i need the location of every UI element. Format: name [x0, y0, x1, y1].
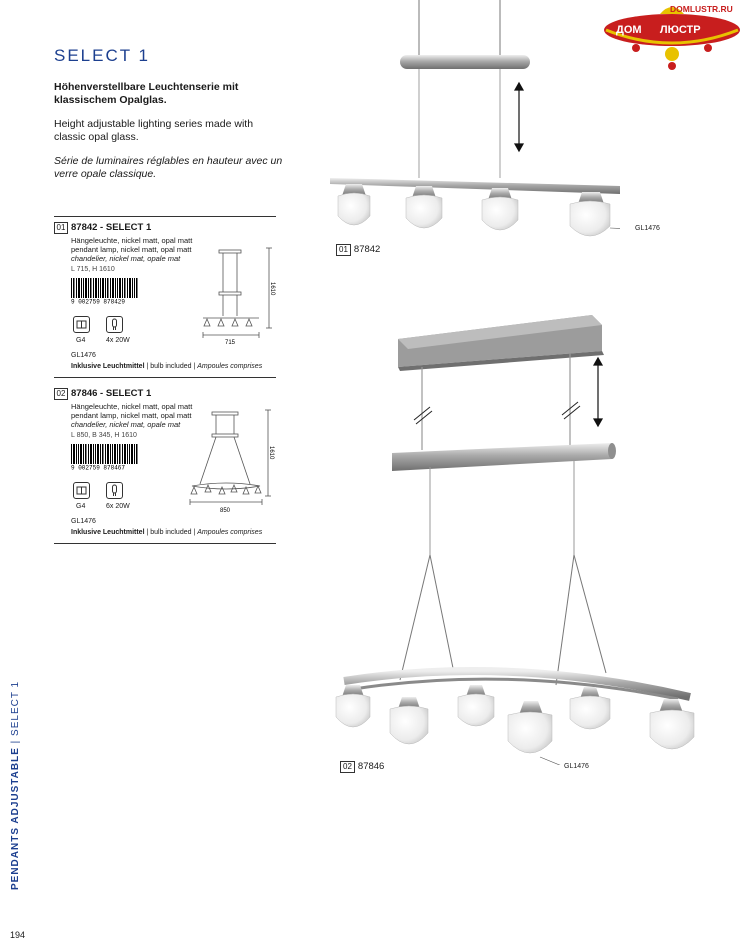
product-87842: [54, 216, 276, 381]
product-title: 87846 - SELECT 1: [71, 388, 152, 399]
photo-label-87842: 01 87842: [336, 244, 380, 256]
divider: [54, 543, 276, 544]
product-87846: [54, 382, 276, 547]
barcode-icon: [71, 444, 138, 470]
product-number: 02: [54, 388, 68, 400]
product-photo-87846: [330, 305, 710, 765]
barcode-number: 9 002759 878429: [71, 298, 126, 304]
intro-english: Height adjustable lighting series made with classic opal glass.: [54, 118, 254, 143]
glass-code: GL1476: [71, 352, 96, 359]
description-english: pendant lamp, nickel matt, opal matt: [71, 245, 192, 254]
intro-german: Höhenverstellbare Leuchtenserie mit klassischem Opalglas.: [54, 81, 239, 106]
technical-drawing-87842: [199, 242, 276, 352]
divider: [54, 377, 276, 378]
drawing-width: 715: [225, 340, 236, 346]
bulbs-included-note: Inklusive Leuchtmittel | bulb included | Ampoules comprises: [71, 529, 263, 536]
glass-code: GL1476: [71, 518, 96, 525]
socket-icon: [73, 482, 90, 499]
description-french: chandelier, nickel mat, opale mat: [71, 420, 181, 429]
photo-label-87846: 02 87846: [340, 761, 384, 773]
product-title: 87842 - SELECT 1: [71, 222, 152, 233]
description-german: Hängeleuchte, nickel matt, opal matt: [71, 236, 193, 245]
bulb-spec: 4x 20W: [106, 337, 130, 344]
bulbs-included-note: Inklusive Leuchtmittel | bulb included | Ampoules comprises: [71, 363, 263, 370]
dimensions: L 715, H 1610: [71, 266, 115, 273]
description-french: chandelier, nickel mat, opale mat: [71, 254, 181, 263]
logo-text: ДОМ ЛЮСТР: [616, 24, 701, 36]
product-number: 01: [54, 222, 68, 234]
description-english: pendant lamp, nickel matt, opal matt: [71, 411, 192, 420]
drawing-width: 850: [220, 508, 231, 514]
bulb-icon: [106, 482, 123, 499]
series-title: SELECT 1: [54, 46, 151, 65]
brand-logo[interactable]: [600, 0, 750, 74]
product-photo-87842: [320, 0, 620, 250]
bulb-spec: 6x 20W: [106, 503, 130, 510]
technical-drawing-87846: [186, 406, 276, 518]
page-number: 194: [10, 930, 26, 940]
barcode-icon: [71, 278, 138, 304]
socket-type: G4: [76, 337, 86, 344]
drawing-height: 1610: [269, 282, 275, 296]
intro-french: Série de luminaires réglables en hauteur avec un verre opale classique.: [54, 155, 283, 180]
section-side-label: PENDANTS ADJUSTABLE | SELECT 1: [10, 680, 21, 890]
logo-url: DOMLUSTR.RU: [670, 4, 733, 14]
socket-type: G4: [76, 503, 86, 510]
socket-icon: [73, 316, 90, 333]
dimensions: L 850, B 345, H 1610: [71, 432, 137, 439]
drawing-height: 1610: [268, 446, 274, 460]
bulb-icon: [106, 316, 123, 333]
description-german: Hängeleuchte, nickel matt, opal matt: [71, 402, 193, 411]
barcode-number: 9 002759 878467: [71, 464, 126, 470]
divider: [54, 216, 276, 217]
shade-row: [336, 685, 694, 753]
glass-callout: GL1476: [635, 225, 660, 232]
glass-callout: GL1476: [564, 763, 589, 770]
